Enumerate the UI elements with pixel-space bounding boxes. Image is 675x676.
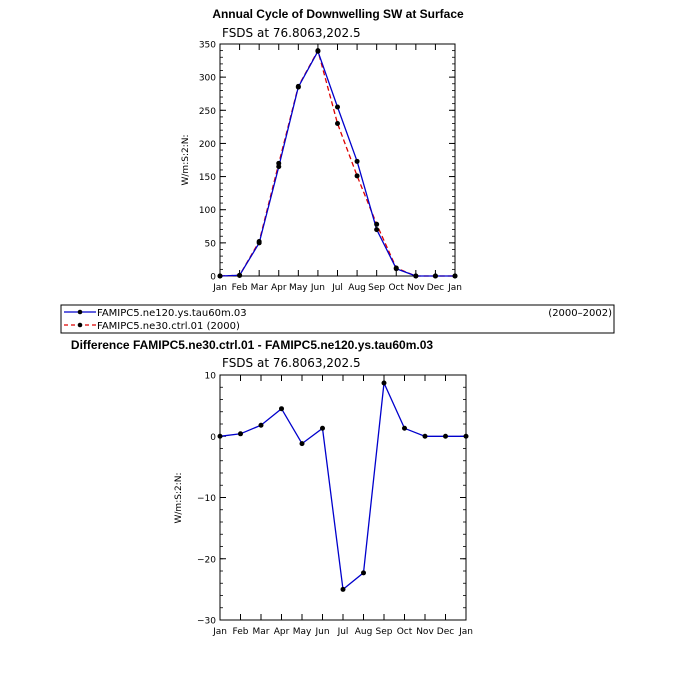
data-point-s1 — [394, 266, 399, 271]
x-tick-label: Apr — [273, 627, 290, 637]
x-tick-label: Oct — [388, 283, 405, 293]
legend-entry-ne30: FAMIPC5.ne30.ctrl.01 (2000) — [97, 321, 240, 332]
data-point-s1 — [355, 173, 360, 178]
x-tick-label: Jan — [459, 627, 473, 637]
data-point-s0 — [238, 431, 243, 436]
x-tick-label: Feb — [232, 627, 249, 637]
y-tick-label: 350 — [198, 40, 216, 51]
legend-marker-ne30 — [78, 323, 83, 328]
legend-marker-ne120 — [78, 310, 83, 315]
data-point-s1 — [453, 274, 458, 279]
data-point-s1 — [335, 121, 340, 126]
x-tick-label: Jan — [213, 627, 227, 637]
data-point-s0 — [361, 570, 366, 575]
data-point-s1 — [433, 274, 438, 279]
data-point-s1 — [315, 48, 320, 53]
series-line-1 — [220, 51, 455, 276]
bottom-plot-area — [197, 372, 473, 638]
x-tick-label: Aug — [348, 283, 366, 293]
bottom-y-axis-label: W/m:S:2:N: — [174, 472, 184, 524]
data-point-s1 — [276, 161, 281, 166]
x-tick-label: May — [289, 283, 308, 293]
data-point-s0 — [423, 434, 428, 439]
y-tick-label: 0 — [210, 272, 216, 283]
data-point-s0 — [464, 434, 469, 439]
y-tick-label: 200 — [198, 139, 216, 150]
y-tick-label: 10 — [204, 371, 216, 382]
y-tick-label: −30 — [197, 616, 216, 627]
x-tick-label: Feb — [231, 283, 248, 293]
x-tick-label: Aug — [354, 627, 373, 637]
data-point-s0 — [335, 104, 340, 109]
data-point-s0 — [300, 441, 305, 446]
x-tick-label: Jun — [310, 283, 325, 293]
x-tick-label: Dec — [426, 283, 445, 293]
bottom-chart-title: Difference FAMIPC5.ne30.ctrl.01 - FAMIPC5.ne120.ys.tau60m.03 — [70, 338, 434, 352]
data-point-s0 — [259, 423, 264, 428]
x-tick-label: Sep — [375, 627, 393, 637]
x-tick-label: May — [292, 627, 312, 637]
y-tick-label: 300 — [198, 73, 216, 84]
data-point-s0 — [374, 227, 379, 232]
x-tick-label: Jul — [332, 283, 343, 293]
data-point-s0 — [341, 587, 346, 592]
top-chart-title: Annual Cycle of Downwelling SW at Surface — [212, 7, 464, 21]
data-point-s1 — [257, 239, 262, 244]
data-point-s0 — [443, 434, 448, 439]
data-point-s0 — [382, 380, 387, 385]
x-tick-label: Dec — [436, 627, 455, 637]
legend-period: (2000–2002) — [548, 308, 612, 319]
x-tick-label: Apr — [270, 283, 287, 293]
data-point-s1 — [374, 222, 379, 227]
y-tick-label: 100 — [198, 206, 216, 217]
data-point-s0 — [402, 426, 407, 431]
x-tick-label: Oct — [396, 627, 413, 637]
x-tick-label: Nov — [416, 627, 434, 637]
data-point-s0 — [279, 406, 284, 411]
bottom-chart-subtitle: FSDS at 76.8063,202.5 — [222, 356, 361, 370]
data-point-s1 — [237, 273, 242, 278]
series-line-0 — [220, 51, 455, 276]
y-tick-label: 0 — [210, 432, 216, 443]
data-point-s0 — [218, 434, 223, 439]
x-tick-label: Jul — [337, 627, 349, 637]
data-point-s1 — [413, 274, 418, 279]
x-tick-label: Mar — [250, 283, 268, 293]
top-chart-subtitle: FSDS at 76.8063,202.5 — [222, 26, 361, 40]
top-plot-area — [199, 41, 462, 294]
x-tick-label: Jan — [213, 283, 227, 293]
y-tick-label: 250 — [198, 106, 216, 117]
data-point-s1 — [218, 274, 223, 279]
x-tick-label: Mar — [252, 627, 270, 637]
y-tick-label: 150 — [198, 173, 216, 184]
plot-frame — [220, 44, 455, 276]
legend-entry-ne120: FAMIPC5.ne120.ys.tau60m.03 — [97, 308, 247, 319]
plot-frame — [220, 375, 466, 620]
y-tick-label: 50 — [204, 239, 216, 250]
x-tick-label: Nov — [407, 283, 425, 293]
x-tick-label: Jan — [448, 283, 462, 293]
y-tick-label: −10 — [197, 494, 216, 504]
series-line-0 — [220, 383, 466, 589]
data-point-s0 — [355, 159, 360, 164]
top-y-axis-label: W/m:S:2:N: — [181, 134, 191, 186]
data-point-s1 — [296, 84, 301, 89]
x-tick-label: Sep — [368, 283, 386, 293]
y-tick-label: −20 — [197, 555, 216, 566]
x-tick-label: Jun — [315, 627, 330, 637]
data-point-s0 — [320, 426, 325, 431]
legend — [61, 305, 614, 333]
